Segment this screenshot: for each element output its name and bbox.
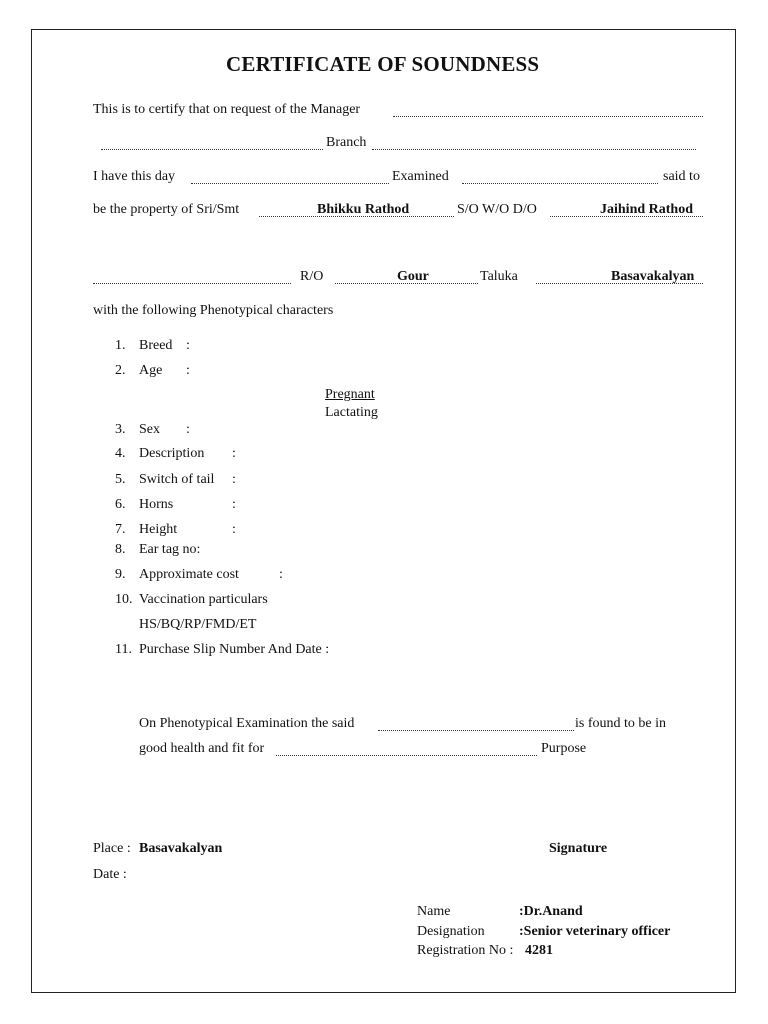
designation-value: :Senior veterinary officer <box>519 924 671 939</box>
lactating-label: Lactating <box>325 405 378 420</box>
list-number: 2. <box>115 363 126 378</box>
list-number: 10. <box>115 592 133 607</box>
date-label: Date : <box>93 867 127 882</box>
village-name: Gour <box>397 269 429 284</box>
manager-blank <box>393 116 703 117</box>
designation-label: Designation <box>417 924 485 939</box>
list-sep: : <box>186 422 190 437</box>
taluka-name: Basavakalyan <box>611 269 695 284</box>
list-sep: : <box>186 338 190 353</box>
day-blank <box>191 183 389 184</box>
list-sep: : <box>232 522 236 537</box>
property-label: be the property of Sri/Smt <box>93 202 240 217</box>
list-number: 8. <box>115 542 126 557</box>
list-number: 7. <box>115 522 126 537</box>
pregnant-label: Pregnant <box>325 387 375 402</box>
branch-prefix-blank <box>101 149 323 150</box>
list-label-purchase-slip: Purchase Slip Number And Date : <box>139 642 330 657</box>
list-label-sex: Sex <box>139 422 160 437</box>
signature-label: Signature <box>549 841 608 856</box>
list-label-switch-of-tail: Switch of tail <box>139 472 215 487</box>
list-label-horns: Horns <box>139 497 174 512</box>
list-number: 6. <box>115 497 126 512</box>
conclusion-line1-b: is found to be in <box>575 716 666 731</box>
registration-value: 4281 <box>525 943 553 958</box>
certificate-title: CERTIFICATE OF SOUNDNESS <box>226 52 540 76</box>
parent-name: Jaihind Rathod <box>600 202 693 217</box>
vaccination-detail: HS/BQ/RP/FMD/ET <box>139 617 257 632</box>
list-number: 4. <box>115 446 126 461</box>
list-label-height: Height <box>139 522 178 537</box>
owner-name: Bhikku Rathod <box>317 202 410 217</box>
ro-label: R/O <box>300 269 324 284</box>
list-number: 5. <box>115 472 126 487</box>
said-to-label: said to <box>663 169 700 184</box>
list-label-age: Age <box>139 363 163 378</box>
list-number: 11. <box>115 642 132 657</box>
list-sep: : <box>232 446 236 461</box>
list-sep: : <box>232 472 236 487</box>
ro-prefix-blank <box>93 283 291 284</box>
name-value: :Dr.Anand <box>519 904 583 919</box>
phenotypical-intro: with the following Phenotypical characters <box>93 303 334 318</box>
conclusion-line2-b: Purpose <box>541 741 587 756</box>
list-label-breed: Breed <box>139 338 173 353</box>
relation-label: S/O W/O D/O <box>457 202 537 217</box>
branch-label: Branch <box>326 135 367 150</box>
registration-label: Registration No : <box>417 943 514 958</box>
list-label-approximate-cost: Approximate cost <box>139 567 239 582</box>
name-label: Name <box>417 904 451 919</box>
place-label: Place : <box>93 841 131 856</box>
list-label-description: Description <box>139 446 205 461</box>
purpose-blank <box>276 755 537 756</box>
day-label: I have this day <box>93 169 176 184</box>
place-value: Basavakalyan <box>139 841 223 856</box>
conclusion-line1-a: On Phenotypical Examination the said <box>139 716 355 731</box>
taluka-label: Taluka <box>480 269 518 284</box>
branch-blank <box>372 149 696 150</box>
list-number: 1. <box>115 338 126 353</box>
examined-label: Examined <box>392 169 449 184</box>
list-sep: : <box>279 567 283 582</box>
list-number: 9. <box>115 567 126 582</box>
list-label-ear-tag: Ear tag no: <box>139 542 201 557</box>
list-sep: : <box>186 363 190 378</box>
list-sep: : <box>232 497 236 512</box>
list-label-vaccination: Vaccination particulars <box>139 592 268 607</box>
certify-text: This is to certify that on request of the Manager <box>93 102 361 117</box>
examined-blank <box>462 183 658 184</box>
animal-blank <box>378 730 574 731</box>
conclusion-line2-a: good health and fit for <box>139 741 265 756</box>
list-number: 3. <box>115 422 126 437</box>
